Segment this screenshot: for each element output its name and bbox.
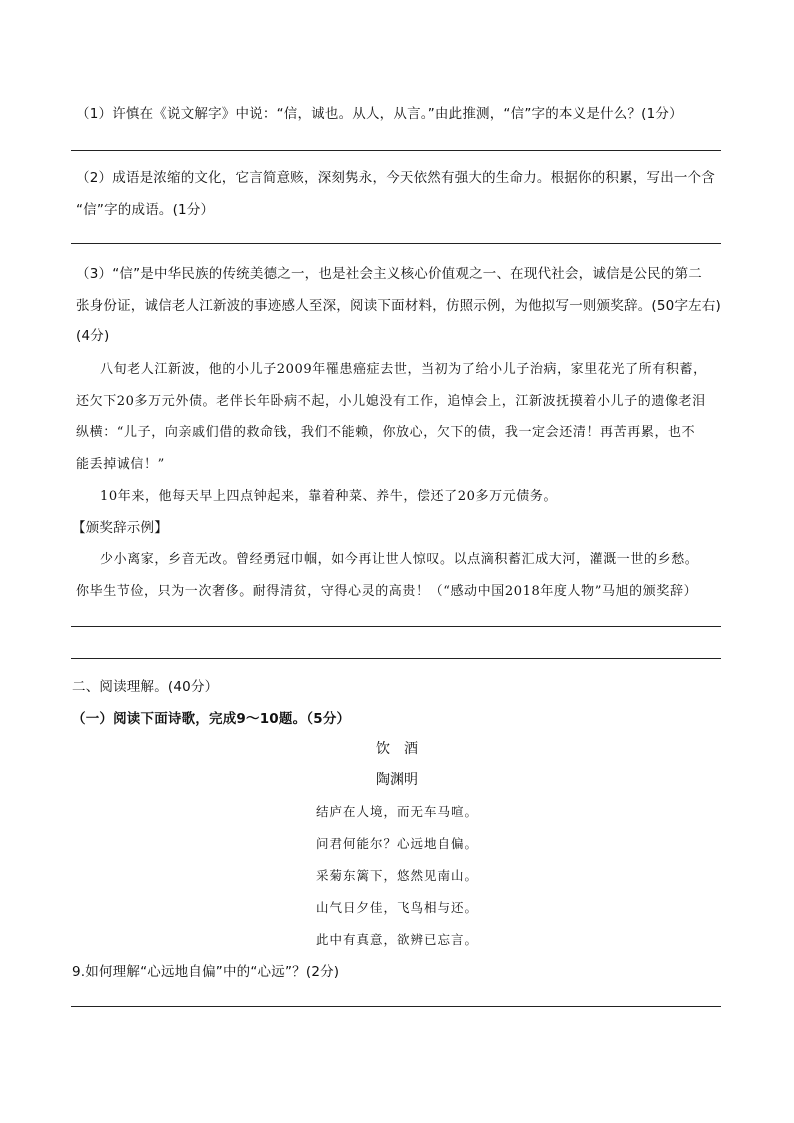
answer-line-q3-2[interactable] <box>71 658 721 659</box>
poem-line: 问君何能尔？心远地自偏。 <box>315 836 478 851</box>
poem-line: 结庐在人境，而无车马喧。 <box>315 804 478 819</box>
poem-author: 陶渊明 <box>376 772 418 788</box>
question-3-line-3: (4分) <box>76 328 110 344</box>
section-2-title: 二、阅读理解。(40分） <box>72 679 219 695</box>
material-line-3: 纵横：“儿子，向亲戚们借的救命钱，我们不能赖，你放心，欠下的债，我一定会还清！再苦再累，也不 <box>76 425 696 440</box>
material-line-1: 八旬老人江新波，他的小儿子2009年罹患癌症去世，当初为了给小儿子治病，家里花光了所有积蓄， <box>100 362 707 377</box>
question-1: （1）许慎在《说文解字》中说：“信，诚也。从人，从言。”由此推测，“信”字的本义是什么？(1分） <box>76 106 683 122</box>
answer-line-q9[interactable] <box>71 1006 721 1007</box>
material-line-2: 还欠下20多万元外债。老伴长年卧病不起，小儿媳没有工作，追悼会上，江新波抚摸着小儿子的遗像老泪 <box>76 394 706 409</box>
answer-line-q3-1[interactable] <box>71 626 721 627</box>
question-3-line-1: （3）“信”是中华民族的传统美德之一，也是社会主义核心价值观之一、在现代社会，诚信是公民的第二 <box>76 266 702 282</box>
question-3-line-2: 张身份证，诚信老人江新波的事迹感人至深，阅读下面材料，仿照示例，为他拟写一则颁奖辞。(50字左右) <box>76 298 722 314</box>
material-line-5: 10年来，他每天早上四点钟起来，靠着种菜、养牛，偿还了20多万元债务。 <box>100 489 558 504</box>
poem-title: 饮 酒 <box>376 741 418 757</box>
section-2-sub-1: （一）阅读下面诗歌，完成9～10题。（5分） <box>72 711 351 727</box>
answer-line-q2[interactable] <box>71 243 721 244</box>
example-line-1: 少小离家，乡音无改。曾经勇冠巾帼，如今再让世人惊叹。以点滴积蓄汇成大河，灌溉一世的乡愁。 <box>100 552 699 567</box>
material-line-4: 能丢掉诚信！” <box>76 457 165 472</box>
example-line-2: 你毕生节俭，只为一次奢侈。耐得清贫，守得心灵的高贵！（“感动中国2018年度人物”马旭的颁奖辞） <box>76 584 698 599</box>
question-2-line-1: （2）成语是浓缩的文化，它言简意赅，深刻隽永，今天依然有强大的生命力。根据你的积累，写出一个含 <box>76 170 715 186</box>
question-9: 9.如何理解“心远地自偏”中的“心远”？(2分) <box>72 964 340 980</box>
poem-line: 采菊东篱下，悠然见南山。 <box>315 868 478 883</box>
example-heading: 【颁奖辞示例】 <box>72 520 168 536</box>
poem-line: 山气日夕佳，飞鸟相与还。 <box>315 900 478 915</box>
poem-line: 此中有真意，欲辨已忘言。 <box>315 932 478 947</box>
question-2-line-2: “信”字的成语。(1分） <box>76 202 215 218</box>
answer-line-q1[interactable] <box>71 150 721 151</box>
